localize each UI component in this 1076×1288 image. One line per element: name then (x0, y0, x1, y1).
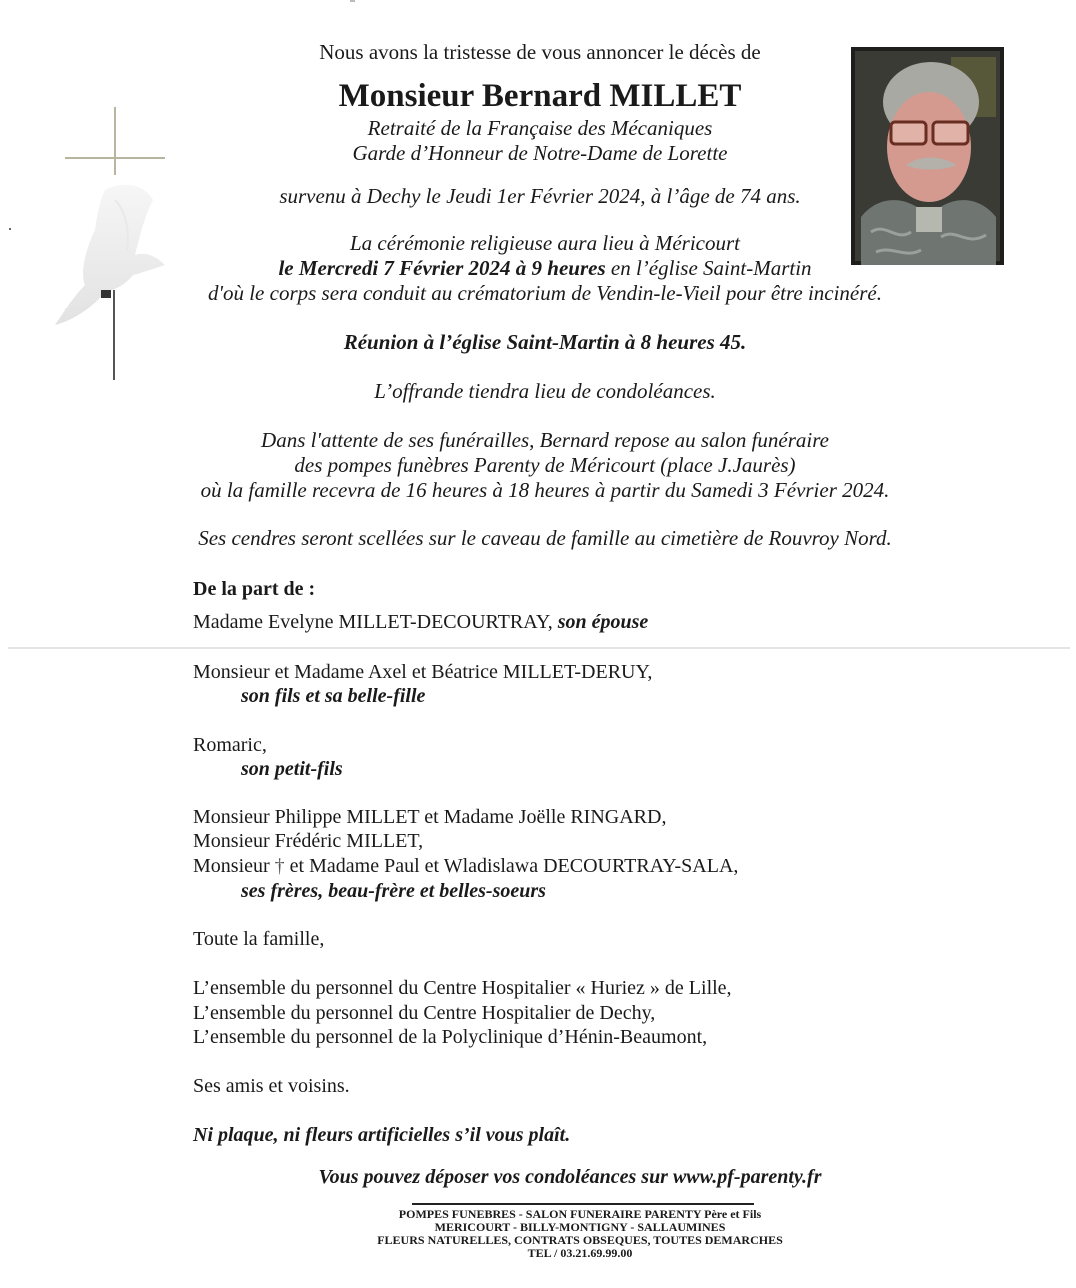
staff-line-3: L’ensemble du personnel de la Polyclinique d’Hénin-Beaumont, (193, 1026, 708, 1048)
salon-line-2: des pompes funèbres Parenty de Méricourt (place J.Jaurès) (294, 453, 796, 477)
sibling-3-rest: et Madame Paul et Wladislawa DECOURTRAY-SALA, (284, 855, 739, 877)
cross-horizontal (65, 157, 165, 159)
scan-divider (8, 647, 1070, 649)
family-sibling-1: Monsieur Philippe MILLET et Madame Joëlle RINGARD, (193, 806, 667, 828)
family-grandson-relation: son petit-fils (241, 758, 343, 780)
sibling-3-prefix: Monsieur (193, 855, 275, 877)
footer-line-3: FLEURS NATURELLES, CONTRATS OBSEQUES, TOUTES DEMARCHES (377, 1233, 783, 1247)
death-notice: survenu à Dechy le Jeudi 1er Février 2024, à l’âge de 74 ans. (279, 184, 801, 208)
friends-line: Ses amis et voisins. (193, 1075, 350, 1097)
ceremony-line-3: d'où le corps sera conduit au crématorium de Vendin-le-Vieil pour être incinéré. (207, 281, 882, 305)
offrande-notice: L’offrande tiendra lieu de condoléances. (374, 379, 716, 403)
condolences-link-text: Vous pouvez déposer vos condoléances sur www.pf-parenty.fr (318, 1166, 822, 1188)
family-son-relation: son fils et sa belle-fille (241, 685, 426, 707)
footer-divider (412, 1203, 754, 1205)
family-spouse (193, 611, 648, 634)
scan-mark (350, 0, 355, 2)
family-son: Monsieur et Madame Axel et Béatrice MILLET-DERUY, (193, 661, 653, 683)
subtitle-occupation: Retraité de la Française des Mécaniques (367, 116, 713, 140)
scan-dot (9, 228, 11, 230)
family-sibling-3 (193, 855, 738, 878)
intro-text: Nous avons la tristesse de vous annoncer le décès de (319, 40, 761, 64)
ceremony-line-2 (170, 256, 920, 281)
staff-line-1: L’ensemble du personnel du Centre Hospitalier « Huriez » de Lille, (193, 977, 732, 999)
reunion-notice: Réunion à l’église Saint-Martin à 8 heures 45. (343, 330, 747, 354)
ceremony-place: en l’église Saint-Martin (605, 256, 812, 280)
family-heading: De la part de : (193, 578, 316, 600)
deceased-cross-icon: † (274, 855, 285, 877)
footer-line-4: TEL / 03.21.69.99.00 (527, 1246, 633, 1260)
ceremony-date: le Mercredi 7 Février 2024 à 9 heures (278, 256, 606, 280)
ceremony-line-1: La cérémonie religieuse aura lieu à Méricourt (350, 231, 740, 255)
spouse-name: Madame Evelyne MILLET-DECOURTRAY, (193, 611, 558, 633)
family-grandson: Romaric, (193, 734, 267, 756)
salon-line-3: où la famille recevra de 16 heures à 18 heures à partir du Samedi 3 Février 2024. (200, 478, 890, 502)
family-sibling-2: Monsieur Frédéric MILLET, (193, 830, 424, 852)
family-siblings-relation: ses frères, beau-frère et belles-soeurs (241, 880, 546, 902)
footer-line-1: POMPES FUNEBRES - SALON FUNERAIRE PARENTY Père et Fils (398, 1207, 762, 1221)
spouse-relation: son épouse (557, 611, 649, 633)
ashes-notice: Ses cendres seront scellées sur le caveau de famille au cimetière de Rouvroy Nord. (198, 526, 892, 550)
subtitle-honor: Garde d’Honneur de Notre-Dame de Lorette (352, 141, 728, 165)
cross-vertical-top (114, 107, 116, 175)
staff-line-2: L’ensemble du personnel du Centre Hospitalier de Dechy, (193, 1002, 656, 1024)
footer-line-2: MERICOURT - BILLY-MONTIGNY - SALLAUMINES (434, 1220, 726, 1234)
dove-icon (45, 180, 175, 330)
no-plaque-notice: Ni plaque, ni fleurs artificielles s’il vous plaît. (193, 1124, 571, 1146)
deceased-name: Monsieur Bernard MILLET (338, 78, 742, 114)
salon-line-1: Dans l'attente de ses funérailles, Bernard repose au salon funéraire (261, 428, 829, 452)
family-whole: Toute la famille, (193, 928, 325, 950)
